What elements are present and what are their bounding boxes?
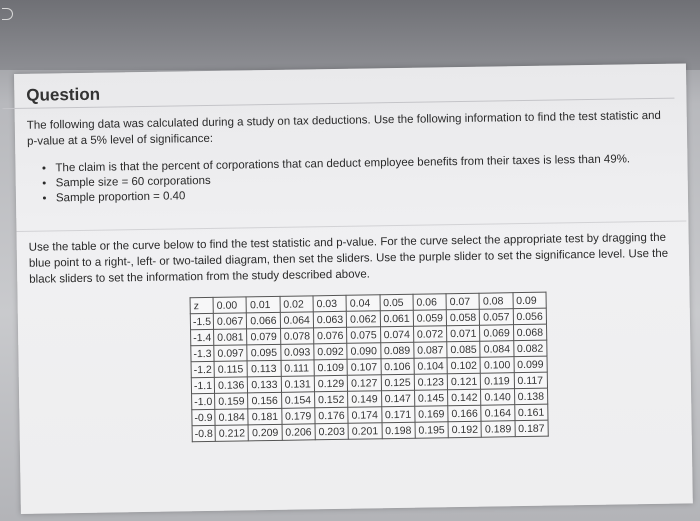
probability-cell: 0.192	[448, 421, 482, 438]
probability-cell: 0.078	[280, 328, 314, 345]
probability-cell: 0.104	[414, 358, 448, 375]
probability-cell: 0.189	[481, 421, 515, 438]
probability-cell: 0.140	[481, 389, 515, 406]
z-value-cell: -0.9	[192, 409, 215, 425]
probability-cell: 0.125	[381, 374, 415, 391]
z-value-cell: -1.2	[191, 361, 214, 377]
probability-cell: 0.174	[348, 407, 382, 424]
question-title: Question	[26, 84, 101, 105]
probability-cell: 0.206	[282, 424, 316, 441]
probability-cell: 0.075	[347, 327, 381, 344]
probability-cell: 0.187	[515, 420, 549, 437]
probability-cell: 0.072	[413, 326, 447, 343]
probability-cell: 0.061	[380, 310, 414, 327]
probability-cell: 0.169	[415, 406, 449, 423]
probability-cell: 0.176	[315, 407, 349, 424]
probability-cell: 0.056	[513, 308, 547, 325]
probability-cell: 0.089	[380, 342, 414, 359]
z-value-cell: -1.1	[191, 377, 214, 393]
probability-cell: 0.067	[213, 313, 247, 330]
z-table-column-header: 0.09	[513, 292, 547, 309]
probability-cell: 0.133	[248, 376, 282, 393]
monitor-bezel-area	[0, 0, 700, 70]
z-table	[190, 292, 549, 443]
z-table-column-header: 0.04	[346, 295, 380, 312]
probability-cell: 0.107	[347, 359, 381, 376]
probability-cell: 0.076	[313, 327, 347, 344]
probability-cell: 0.179	[281, 408, 315, 425]
probability-cell: 0.159	[215, 393, 249, 410]
probability-cell: 0.111	[281, 360, 315, 377]
probability-cell: 0.121	[447, 373, 481, 390]
z-value-cell: -1.0	[192, 393, 215, 409]
probability-cell: 0.082	[513, 340, 547, 357]
probability-cell: 0.097	[214, 345, 248, 362]
z-table-column-header: 0.06	[413, 294, 447, 311]
probability-cell: 0.093	[280, 344, 314, 361]
z-table-body	[190, 308, 548, 442]
probability-cell: 0.156	[248, 392, 282, 409]
z-table-column-header: 0.05	[380, 294, 414, 311]
z-value-cell: -1.5	[190, 313, 213, 329]
probability-cell: 0.102	[447, 357, 481, 374]
probability-cell: 0.154	[281, 392, 315, 409]
probability-cell: 0.079	[247, 328, 281, 345]
probability-cell: 0.113	[247, 360, 281, 377]
probability-cell: 0.142	[448, 389, 482, 406]
probability-cell: 0.081	[214, 329, 248, 346]
probability-cell: 0.209	[248, 424, 282, 441]
probability-cell: 0.129	[314, 375, 348, 392]
probability-cell: 0.147	[381, 390, 415, 407]
probability-cell: 0.057	[480, 309, 514, 326]
probability-cell: 0.071	[447, 325, 481, 342]
probability-cell: 0.099	[514, 356, 548, 373]
z-table-column-header: 0.01	[246, 296, 280, 313]
z-value-cell: -1.4	[191, 329, 214, 345]
probability-cell: 0.068	[513, 324, 547, 341]
probability-cell: 0.149	[348, 391, 382, 408]
probability-cell: 0.062	[346, 311, 380, 328]
probability-cell: 0.100	[480, 357, 514, 374]
question-intro: The following data was calculated during a study on tax deductions. Use the following information to find the test statistic and p-value at a 5% level of significance:	[26, 109, 661, 148]
probability-cell: 0.164	[481, 405, 515, 422]
instructions-text: Use the table or the curve below to find the test statistic and p-value. For the curve select the appropriate test by dragging the blue point to a right-, left- or two-tailed diagram, then set the sliders. Use the purple slider to set the significance level. Use the black sliders to set the information from the study described above.	[28, 231, 669, 286]
probability-cell: 0.090	[347, 343, 381, 360]
probability-cell: 0.123	[414, 374, 448, 391]
probability-cell: 0.212	[215, 425, 249, 442]
z-value-cell: -1.3	[191, 345, 214, 361]
probability-cell: 0.161	[514, 404, 548, 421]
z-table-column-header: 0.02	[280, 296, 314, 313]
probability-cell: 0.106	[381, 358, 415, 375]
probability-cell: 0.203	[315, 423, 349, 440]
probability-cell: 0.152	[314, 391, 348, 408]
probability-cell: 0.058	[446, 309, 480, 326]
probability-cell: 0.181	[248, 408, 282, 425]
cursor-glyph-icon	[2, 8, 13, 20]
probability-cell: 0.136	[214, 377, 248, 394]
probability-cell: 0.087	[414, 342, 448, 359]
z-table-column-header: 0.08	[479, 293, 513, 310]
probability-cell: 0.145	[414, 390, 448, 407]
z-table-column-header: 0.07	[446, 293, 480, 310]
probability-cell: 0.138	[514, 388, 548, 405]
probability-cell: 0.198	[382, 422, 416, 439]
question-panel	[14, 63, 693, 514]
z-table-column-header: 0.00	[213, 297, 247, 314]
probability-cell: 0.115	[214, 361, 248, 378]
probability-cell: 0.166	[448, 405, 482, 422]
question-content	[26, 76, 678, 445]
probability-cell: 0.171	[381, 406, 415, 423]
probability-cell: 0.127	[347, 375, 381, 392]
probability-cell: 0.195	[415, 422, 449, 439]
probability-cell: 0.201	[348, 423, 382, 440]
probability-cell: 0.119	[481, 373, 515, 390]
probability-cell: 0.074	[380, 326, 414, 343]
bullet-claim: • The claim is that the percent of corporations that can deduct employee benefits from their taxes is less than 49%.	[55, 152, 673, 177]
probability-cell: 0.059	[413, 310, 447, 327]
probability-cell: 0.069	[480, 325, 514, 342]
probability-cell: 0.064	[280, 312, 314, 329]
z-column-header: z	[190, 297, 213, 313]
probability-cell: 0.063	[313, 311, 347, 328]
probability-cell: 0.092	[314, 343, 348, 360]
probability-cell: 0.184	[215, 409, 249, 426]
z-value-cell: -0.8	[192, 425, 215, 441]
bullet-sample-proportion: • Sample proportion = 0.40	[56, 182, 674, 207]
z-table-column-header: 0.03	[313, 295, 347, 312]
probability-cell: 0.131	[281, 376, 315, 393]
bullet-sample-size: • Sample size = 60 corporations	[56, 167, 674, 192]
probability-cell: 0.084	[480, 341, 514, 358]
probability-cell: 0.085	[447, 341, 481, 358]
probability-cell: 0.066	[247, 312, 281, 329]
probability-cell: 0.117	[514, 372, 548, 389]
probability-cell: 0.095	[247, 344, 281, 361]
probability-cell: 0.109	[314, 359, 348, 376]
